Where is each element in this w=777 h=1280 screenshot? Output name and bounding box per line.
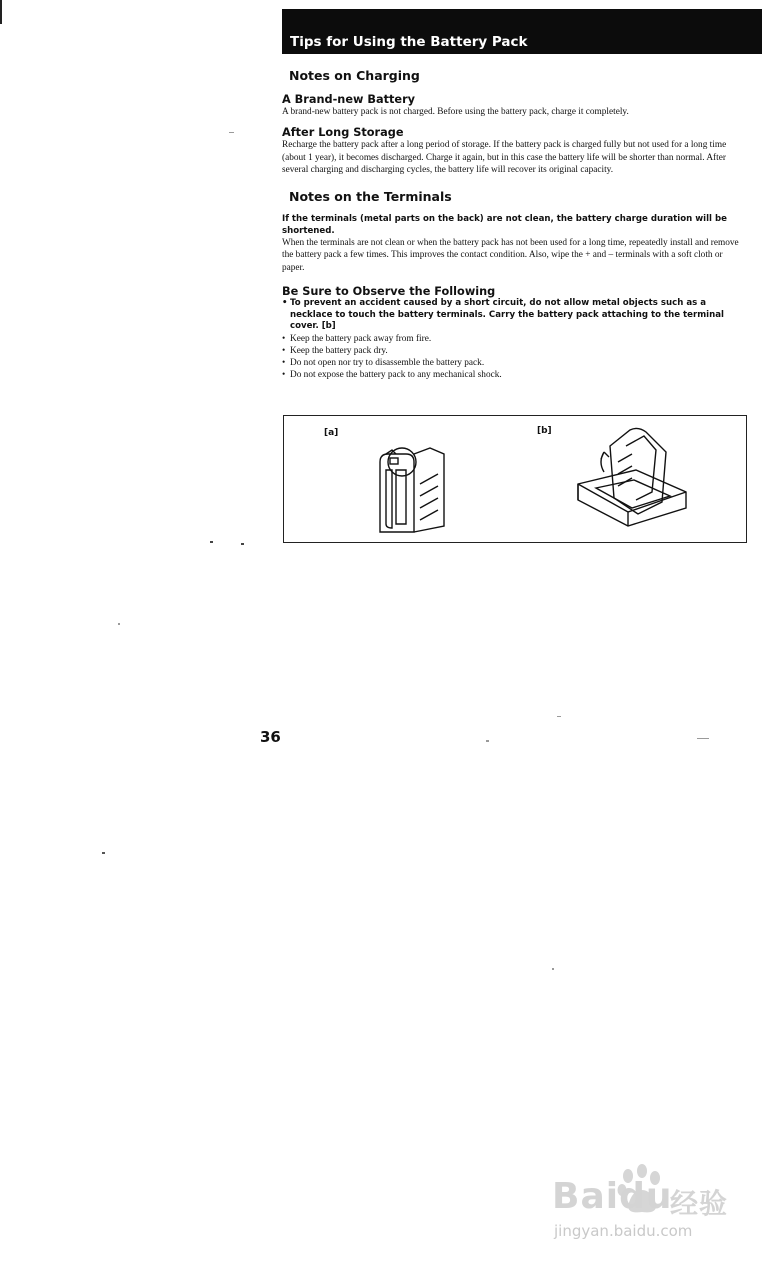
watermark-brand: Baidu bbox=[552, 1176, 673, 1217]
figure-label-a: [a] bbox=[324, 428, 339, 438]
list-item: • Keep the battery pack away from fire. bbox=[282, 333, 742, 345]
figure-label-b: [b] bbox=[537, 426, 552, 436]
list-item: • To prevent an accident caused by a short circuit, do not allow metal objects such as a necklace to touch the battery terminals. Carry the battery pack attaching to the terminal cover. [b] bbox=[282, 298, 742, 333]
long-storage-text: Recharge the battery pack after a long period of storage. If the battery pack is charged fully but not used for a long time (about 1 year), it becomes discharged. Charge it again, but in this case the battery life will be shorter than normal. After several charging and discharging cycles, the battery life will recover its original capacity. bbox=[282, 140, 727, 175]
charging-heading: Notes on Charging bbox=[289, 68, 420, 83]
long-storage-heading: After Long Storage bbox=[282, 126, 404, 140]
scan-edge-mark bbox=[0, 0, 2, 24]
battery-terminal-cover-illustration bbox=[574, 422, 694, 536]
watermark-url: jingyan.baidu.com bbox=[554, 1222, 693, 1240]
page-title: Tips for Using the Battery Pack bbox=[290, 34, 528, 50]
observe-list bbox=[282, 298, 742, 382]
observe-heading: Be Sure to Observe the Following bbox=[282, 285, 496, 299]
list-item: • Keep the battery pack dry. bbox=[282, 345, 742, 357]
scan-speck bbox=[486, 740, 489, 742]
scan-speck bbox=[118, 623, 120, 625]
watermark-cn: 经验 bbox=[670, 1187, 729, 1220]
scan-speck bbox=[241, 543, 244, 545]
terminals-heading: Notes on the Terminals bbox=[289, 189, 452, 205]
scan-speck bbox=[557, 716, 561, 717]
battery-figure bbox=[283, 415, 747, 543]
scan-speck bbox=[102, 852, 105, 854]
list-item: • Do not expose the battery pack to any mechanical shock. bbox=[282, 369, 742, 381]
list-item: • Do not open nor try to disassemble the battery pack. bbox=[282, 357, 742, 369]
brand-new-text: A brand-new battery pack is not charged. Before using the battery pack, charge it completely. bbox=[282, 107, 629, 117]
page-number: 36 bbox=[260, 728, 281, 746]
page-content bbox=[282, 54, 742, 382]
battery-terminal-illustration bbox=[362, 424, 472, 536]
scan-speck bbox=[552, 968, 554, 970]
section-title-bar bbox=[282, 9, 762, 54]
terminals-text: When the terminals are not clean or when the battery pack has not been used for a long time, repeatedly install and remove the battery pack a few times. This improves the contact condition. Also, wipe the + and – terminals with a soft cloth or paper. bbox=[282, 238, 739, 273]
terminals-warning: If the terminals (metal parts on the back) are not clean, the battery charge duration will be shortened. bbox=[282, 214, 727, 236]
scan-speck bbox=[229, 132, 234, 133]
baidu-watermark bbox=[552, 1162, 742, 1252]
scan-speck bbox=[697, 738, 709, 739]
scan-speck bbox=[210, 541, 213, 543]
brand-new-heading: A Brand-new Battery bbox=[282, 93, 416, 106]
